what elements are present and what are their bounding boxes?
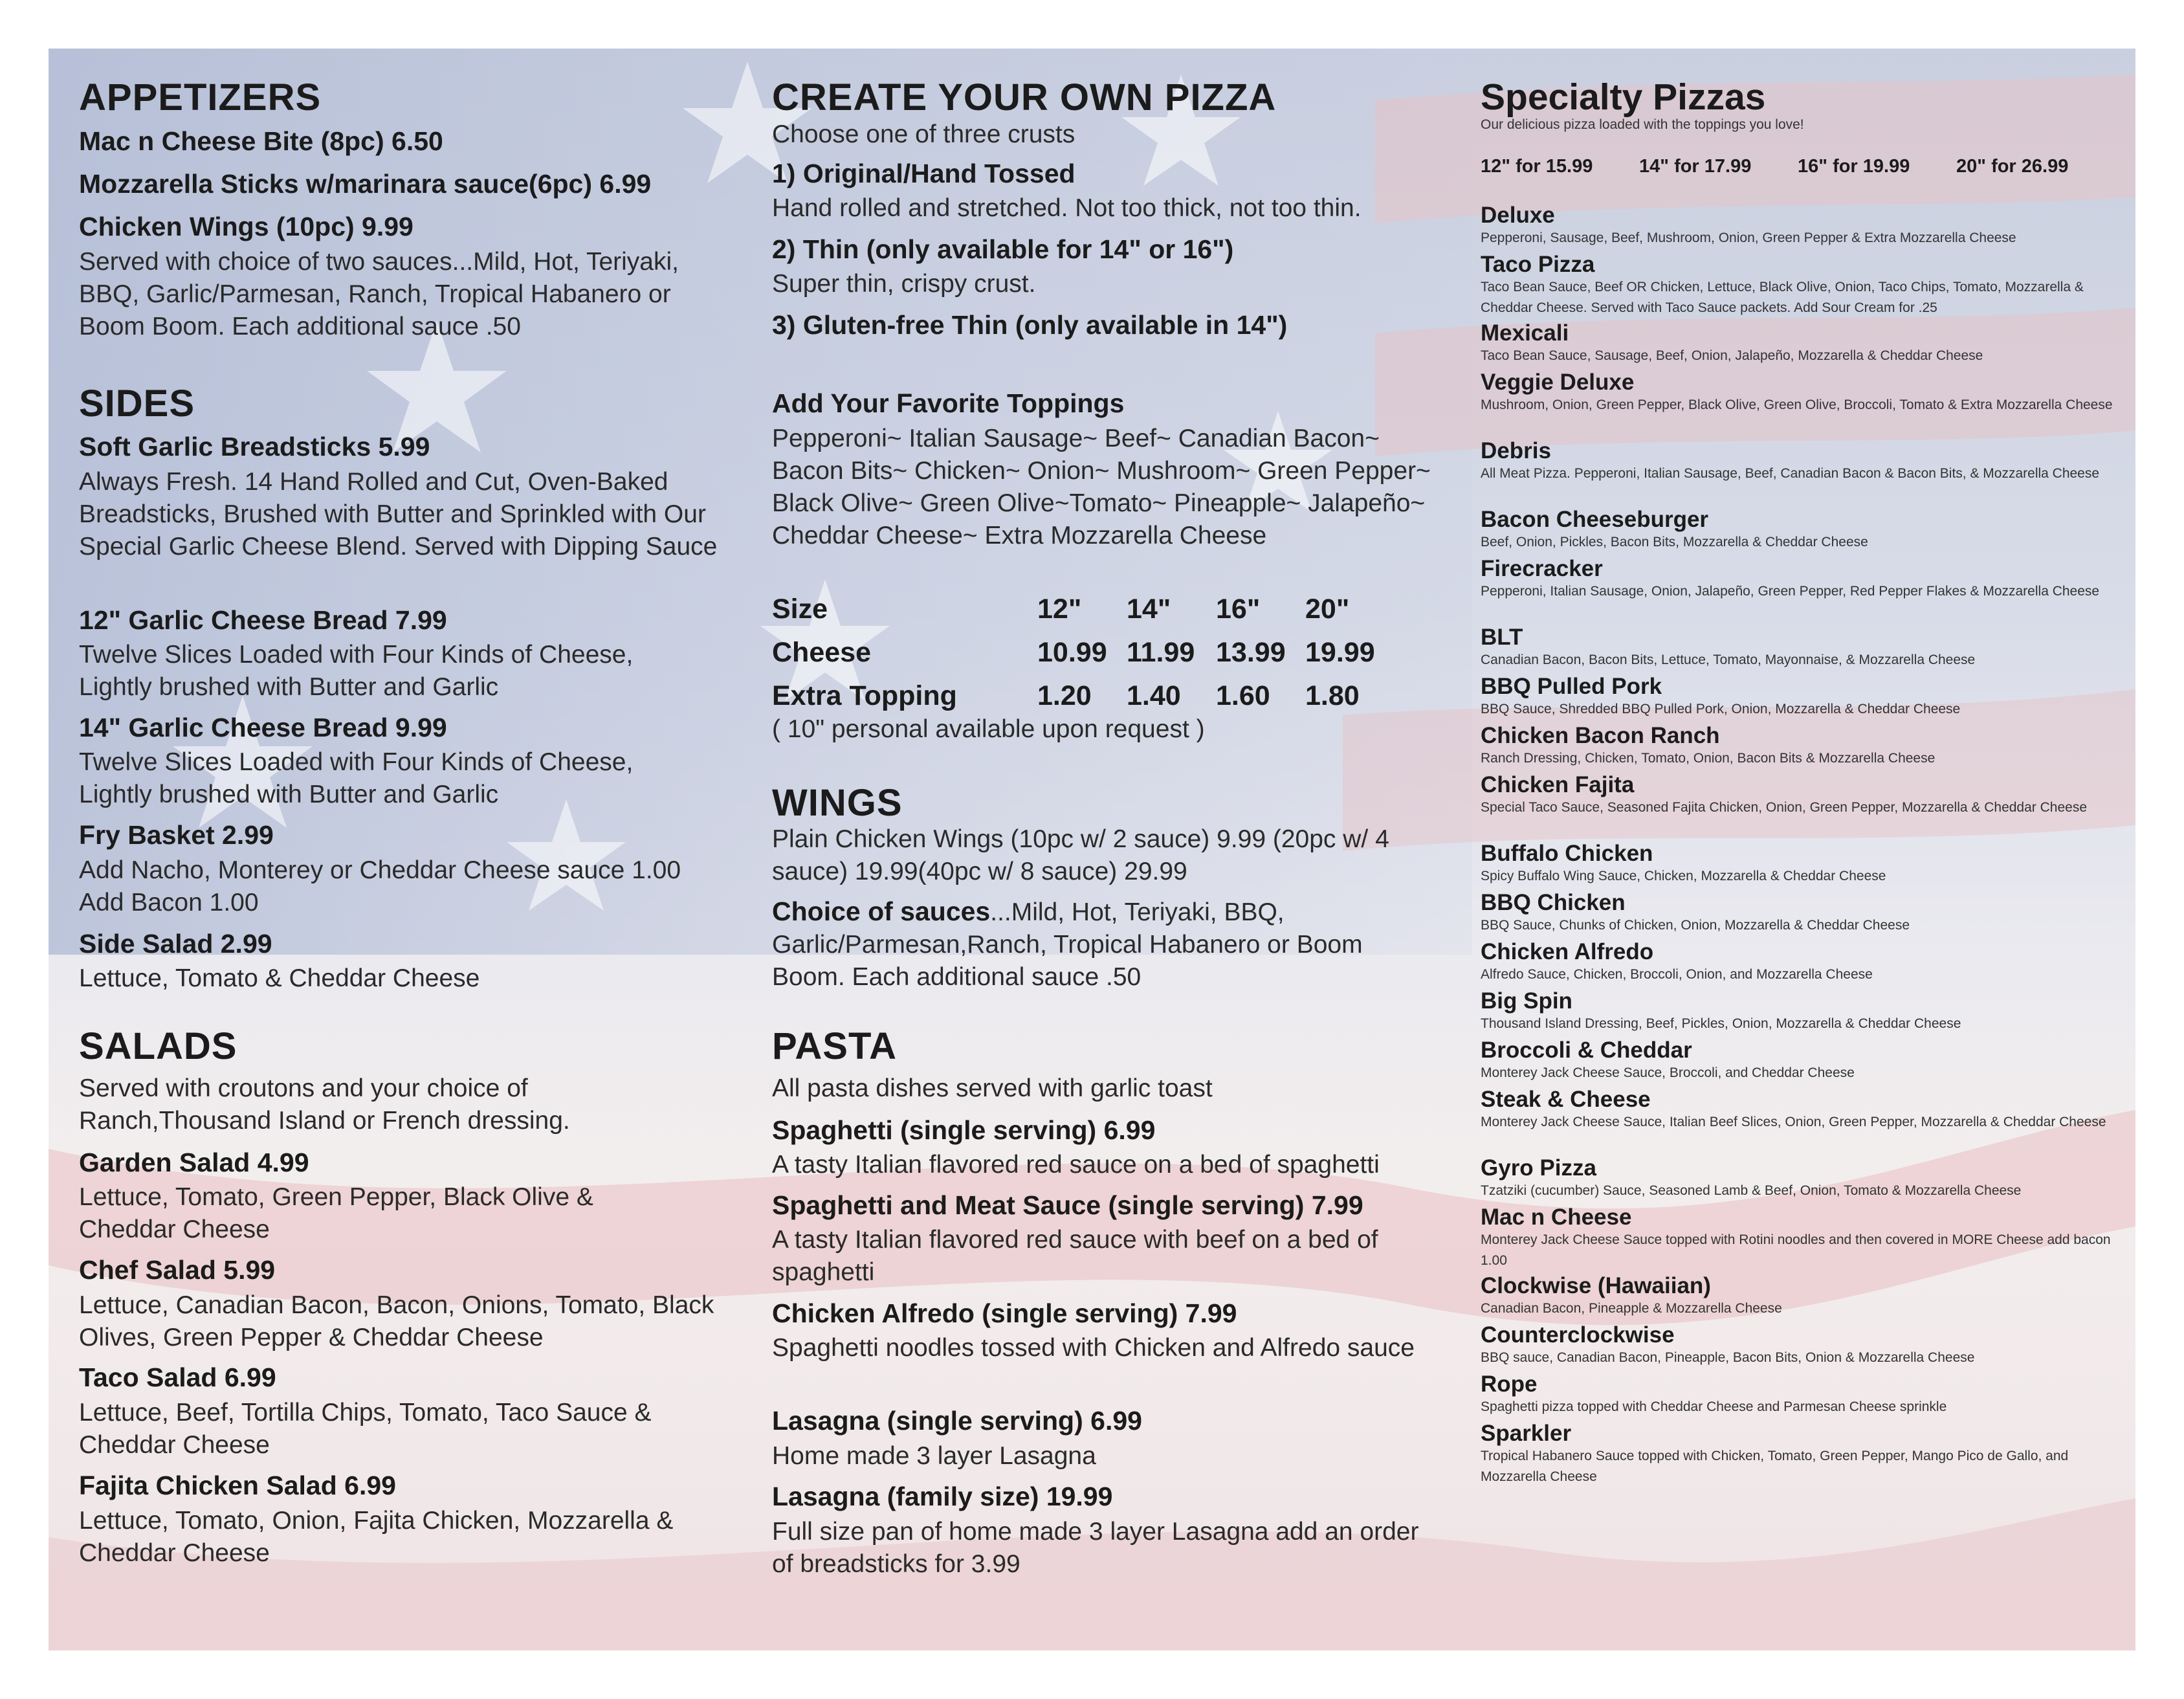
salad-item-name: Garden Salad 4.99 [79,1148,309,1177]
specialty-item-desc: Spicy Buffalo Wing Sauce, Chicken, Mozzarella & Cheddar Cheese [1481,869,1886,883]
pasta-item-name: Chicken Alfredo (single serving) 7.99 [772,1298,1237,1328]
specialty-item-name: Mac n Cheese [1481,1205,1632,1230]
price-table-cell: 19.99 [1305,637,1375,668]
salad-item-desc: Lettuce, Tomato, Green Pepper, Black Olive & Cheddar Cheese [79,1183,593,1243]
menu-sheet [49,49,2135,1650]
salad-item-desc: Lettuce, Beef, Tortilla Chips, Tomato, Taco Sauce & Cheddar Cheese [79,1399,652,1459]
pasta-item-desc: Home made 3 layer Lasagna [772,1442,1096,1470]
side-item-name: 12" Garlic Cheese Bread 7.99 [79,605,447,635]
specialty-item-desc: Monterey Jack Cheese Sauce, Broccoli, and Cheddar Cheese [1481,1065,1855,1080]
price-table-cell: 16" [1216,594,1261,625]
wings-desc: Plain Chicken Wings (10pc w/ 2 sauce) 9.99 (20pc w/ 4 sauce) 19.99(40pc w/ 8 sauce) 29.99 [772,825,1389,885]
specialty-item-name: Firecracker [1481,556,1603,581]
specialty-item-desc: Special Taco Sauce, Seasoned Fajita Chicken, Onion, Green Pepper, Mozzarella & Cheddar Cheese [1481,800,2087,815]
pasta-item-name: Spaghetti (single serving) 6.99 [772,1115,1156,1145]
crust-desc: Super thin, crispy crust. [772,270,1036,298]
specialty-item-desc: Canadian Bacon, Bacon Bits, Lettuce, Tomato, Mayonnaise, & Mozzarella Cheese [1481,652,1976,667]
specialty-price: 14" for 17.99 [1639,156,1752,177]
crust-name: 2) Thin (only available for 14" or 16") [772,234,1234,264]
create-pizza-intro: Choose one of three crusts [772,120,1075,148]
specialty-item-name: BBQ Chicken [1481,890,1626,915]
price-table-label: Extra Topping [772,680,957,711]
side-item-name: Side Salad 2.99 [79,929,272,959]
toppings-title: Add Your Favorite Toppings [772,388,1125,418]
crust-name: 1) Original/Hand Tossed [772,159,1075,188]
price-table-cell: 13.99 [1216,637,1286,668]
price-table-cell: 20" [1305,594,1350,625]
specialty-item-desc: Monterey Jack Cheese Sauce, Italian Beef Slices, Onion, Green Pepper, Mozzarella & Cheddar Cheese [1481,1115,2106,1129]
pasta-item-desc: Full size pan of home made 3 layer Lasagna add an order of breadsticks for 3.99 [772,1518,1419,1578]
price-table-cell: 10.99 [1037,637,1107,668]
create-pizza-title: CREATE YOUR OWN PIZZA [772,76,1277,118]
price-table-cell: 11.99 [1127,637,1195,668]
pasta-title: PASTA [772,1025,897,1067]
wings-sauces-text: ...Mild, Hot, Teriyaki, BBQ, Garlic/Parmesan,Ranch, Tropical Habanero or Boom Boom. Each additional sauce .50 [772,898,1363,991]
pasta-item-desc: Spaghetti noodles tossed with Chicken and Alfredo sauce [772,1334,1415,1362]
appetizer-item-name: Mozzarella Sticks w/marinara sauce(6pc) 6.99 [79,169,652,199]
specialty-price: 16" for 19.99 [1798,156,1910,177]
wings-sauces-label: Choice of sauces [772,896,991,926]
wings-title: WINGS [772,782,903,824]
salad-item-name: Fajita Chicken Salad 6.99 [79,1471,396,1500]
specialty-item-desc: Tzatziki (cucumber) Sauce, Seasoned Lamb & Beef, Onion, Tomato & Mozzarella Cheese [1481,1183,2022,1198]
appetizer-item-name: Mac n Cheese Bite (8pc) 6.50 [79,126,443,156]
price-table-label: Cheese [772,637,871,668]
pasta-item-desc: A tasty Italian flavored red sauce with beef on a bed of spaghetti [772,1226,1378,1286]
pasta-item-desc: A tasty Italian flavored red sauce on a bed of spaghetti [772,1151,1380,1179]
crust-name: 3) Gluten-free Thin (only available in 14") [772,310,1288,340]
specialty-item-name: BBQ Pulled Pork [1481,674,1662,699]
salad-item-name: Taco Salad 6.99 [79,1362,276,1392]
specialty-item-desc: Pepperoni, Italian Sausage, Onion, Jalapeño, Green Pepper, Red Pepper Flakes & Mozzarella Cheese [1481,584,2100,599]
salad-item-desc: Lettuce, Tomato, Onion, Fajita Chicken, Mozzarella & Cheddar Cheese [79,1507,674,1567]
pasta-item-name: Spaghetti and Meat Sauce (single serving) 7.99 [772,1190,1363,1220]
specialty-price: 20" for 26.99 [1956,156,2069,177]
specialty-item-name: Chicken Alfredo [1481,939,1654,964]
specialty-item-name: Deluxe [1481,203,1555,228]
specialty-item-name: Clockwise (Hawaiian) [1481,1273,1711,1298]
personal-pizza-note: ( 10" personal available upon request ) [772,715,1205,743]
specialty-item-desc: BBQ sauce, Canadian Bacon, Pineapple, Bacon Bits, Onion & Mozzarella Cheese [1481,1350,1975,1365]
price-table-cell: 1.80 [1305,680,1360,711]
specialty-item-desc: Spaghetti pizza topped with Cheddar Cheese and Parmesan Cheese sprinkle [1481,1399,1947,1414]
specialty-item-name: BLT [1481,625,1523,650]
specialty-title: Specialty Pizzas [1481,76,1766,118]
wings-sauces [772,895,1419,994]
specialty-item-name: Debris [1481,438,1551,463]
price-table-cell: 1.40 [1127,680,1181,711]
side-item-desc: Twelve Slices Loaded with Four Kinds of Cheese, Lightly brushed with Butter and Garlic [79,641,634,701]
specialty-item-desc: Taco Bean Sauce, Sausage, Beef, Onion, Jalapeño, Mozzarella & Cheddar Cheese [1481,348,1983,363]
toppings-list: Pepperoni~ Italian Sausage~ Beef~ Canadian Bacon~ Bacon Bits~ Chicken~ Onion~ Mushroom~ Green Pepper~ Black Olive~ Green Olive~Tomato~ Pineapple~ Jalapeño~ Cheddar Cheese~ Extra Mozzarella Cheese [772,425,1431,550]
specialty-item-desc: BBQ Sauce, Shredded BBQ Pulled Pork, Onion, Mozzarella & Cheddar Cheese [1481,702,1961,716]
specialty-item-desc: Pepperoni, Sausage, Beef, Mushroom, Onion, Green Pepper & Extra Mozzarella Cheese [1481,230,2016,245]
specialty-item-desc: Thousand Island Dressing, Beef, Pickles, Onion, Mozzarella & Cheddar Cheese [1481,1016,1961,1031]
salad-item-desc: Lettuce, Canadian Bacon, Bacon, Onions, Tomato, Black Olives, Green Pepper & Cheddar Cheese [79,1291,714,1351]
pasta-item-name: Lasagna (single serving) 6.99 [772,1406,1142,1436]
specialty-item-name: Big Spin [1481,988,1572,1014]
specialty-item-desc: Mushroom, Onion, Green Pepper, Black Olive, Green Olive, Broccoli, Tomato & Extra Mozzarella Cheese [1481,397,2113,412]
specialty-item-desc: Ranch Dressing, Chicken, Tomato, Onion, Bacon Bits & Mozzarella Cheese [1481,751,1936,766]
specialty-item-name: Veggie Deluxe [1481,370,1635,395]
side-item-desc: Add Nacho, Monterey or Cheddar Cheese sauce 1.00 Add Bacon 1.00 [79,856,681,916]
sides-title: SIDES [79,383,195,425]
specialty-item-desc: Taco Bean Sauce, Beef OR Chicken, Lettuce, Black Olive, Onion, Taco Chips, Tomato, Mozzarella & Cheddar Cheese. Served with Taco Sauce packets. Add Sour Cream for .25 [1481,280,2084,315]
specialty-item-desc: BBQ Sauce, Chunks of Chicken, Onion, Mozzarella & Cheddar Cheese [1481,918,1910,933]
side-item-name: Soft Garlic Breadsticks 5.99 [79,432,430,461]
appetizers-title: APPETIZERS [79,76,322,118]
pasta-intro: All pasta dishes served with garlic toast [772,1074,1213,1102]
specialty-item-name: Taco Pizza [1481,252,1595,277]
side-item-name: Fry Basket 2.99 [79,820,274,850]
salads-intro: Served with croutons and your choice of Ranch,Thousand Island or French dressing. [79,1074,570,1135]
specialty-item-desc: Beef, Onion, Pickles, Bacon Bits, Mozzarella & Cheddar Cheese [1481,535,1868,550]
appetizer-item-name: Chicken Wings (10pc) 9.99 [79,212,414,241]
specialty-item-desc: Tropical Habanero Sauce topped with Chicken, Tomato, Green Pepper, Mango Pico de Gallo, and Mozzarella Cheese [1481,1449,2069,1484]
price-table-cell: 14" [1127,594,1171,625]
specialty-item-name: Mexicali [1481,320,1569,346]
specialty-item-name: Chicken Fajita [1481,772,1635,797]
specialty-item-name: Bacon Cheeseburger [1481,507,1709,532]
specialty-item-name: Broccoli & Cheddar [1481,1038,1692,1063]
price-table-cell: 1.60 [1216,680,1270,711]
pasta-item-name: Lasagna (family size) 19.99 [772,1482,1113,1511]
specialty-item-name: Steak & Cheese [1481,1087,1651,1112]
specialty-item-name: Counterclockwise [1481,1322,1675,1348]
specialty-subtitle: Our delicious pizza loaded with the toppings you love! [1481,117,1804,132]
side-item-name: 14" Garlic Cheese Bread 9.99 [79,713,447,742]
specialty-item-name: Buffalo Chicken [1481,841,1653,866]
price-table-cell: 1.20 [1037,680,1092,711]
specialty-item-desc: Monterey Jack Cheese Sauce topped with Rotini noodles and then covered in MORE Cheese add bacon 1.00 [1481,1232,2111,1268]
side-item-desc: Twelve Slices Loaded with Four Kinds of Cheese, Lightly brushed with Butter and Garlic [79,748,634,808]
specialty-item-name: Gyro Pizza [1481,1155,1596,1181]
specialty-item-name: Chicken Bacon Ranch [1481,723,1720,748]
appetizer-item-desc: Served with choice of two sauces...Mild, Hot, Teriyaki, BBQ, Garlic/Parmesan, Ranch, Tropical Habanero or Boom Boom. Each additional sauce .50 [79,248,679,340]
specialty-item-name: Sparkler [1481,1421,1572,1446]
specialty-item-desc: All Meat Pizza. Pepperoni, Italian Sausage, Beef, Canadian Bacon & Bacon Bits, & Mozzarella Cheese [1481,466,2100,481]
crust-desc: Hand rolled and stretched. Not too thick, not too thin. [772,194,1362,222]
specialty-item-name: Rope [1481,1371,1538,1397]
specialty-price: 12" for 15.99 [1481,156,1593,177]
price-table-label: Size [772,594,828,625]
salads-title: SALADS [79,1025,237,1067]
side-item-desc: Always Fresh. 14 Hand Rolled and Cut, Oven-Baked Breadsticks, Brushed with Butter and Sprinkled with Our Special Garlic Cheese Blend. Served with Dipping Sauce [79,468,718,561]
side-item-desc: Lettuce, Tomato & Cheddar Cheese [79,964,480,992]
specialty-item-desc: Alfredo Sauce, Chicken, Broccoli, Onion, and Mozzarella Cheese [1481,967,1873,982]
salad-item-name: Chef Salad 5.99 [79,1255,276,1285]
price-table-cell: 12" [1037,594,1082,625]
specialty-item-desc: Canadian Bacon, Pineapple & Mozzarella Cheese [1481,1301,1782,1316]
